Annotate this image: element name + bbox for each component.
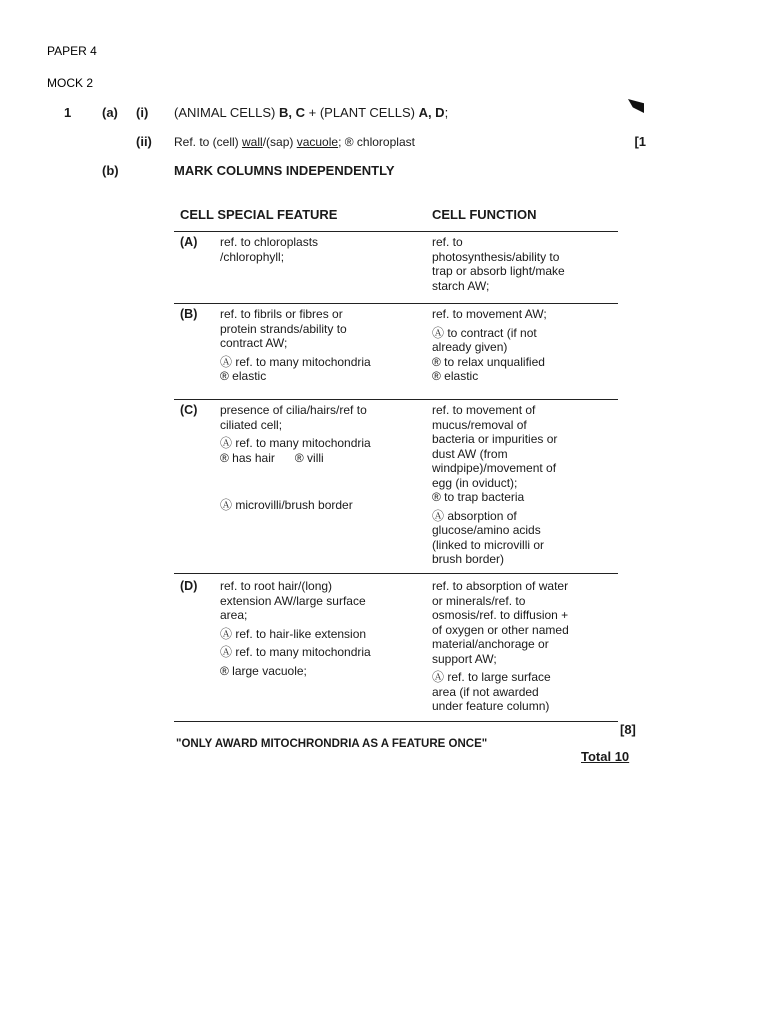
part-a-label: (a) — [102, 105, 118, 120]
function-cell: ref. to photosynthesis/ability to trap or absorb light/make starch AW; — [432, 235, 565, 293]
paper-label: PAPER 4 — [47, 44, 97, 58]
row-letter: (A) — [180, 235, 198, 249]
scan-corner-mark — [628, 99, 644, 113]
mark-scheme-scan — [46, 97, 646, 772]
row-letter: (C) — [180, 403, 198, 417]
sub-ii-mark: [1 — [634, 134, 646, 149]
function-cell: ref. to movement AW; Ⓐ to contract (if not already given) ® to relax unqualified ® elastic — [432, 307, 547, 383]
sub-ii-label: (ii) — [136, 134, 152, 149]
function-cell: ref. to absorption of water or minerals/ref. to osmosis/ref. to diffusion + of oxygen or other named material/anchorage or support AW; Ⓐ ref. to large surface area (if not awarded under feature column) — [432, 579, 569, 713]
table-rule — [174, 399, 618, 400]
feature-cell: ref. to chloroplasts /chlorophyll; — [220, 235, 319, 264]
part-b-label: (b) — [102, 163, 119, 178]
table-rule — [174, 303, 618, 304]
row-letter: (D) — [180, 579, 198, 593]
sub-ii-answer: Ref. to (cell) wall/(sap) vacuole; ® chloroplast — [174, 135, 415, 149]
question-number: 1 — [64, 105, 72, 120]
table-rule — [174, 231, 618, 232]
row-letter: (B) — [180, 307, 198, 321]
table-rule — [174, 721, 618, 722]
footnote: "ONLY AWARD MITOCHRONDRIA AS A FEATURE ONCE" — [176, 738, 488, 750]
function-cell: ref. to movement of mucus/removal of bacteria or impurities or dust AW (from windpipe)/movement of egg (in oviduct); ® to trap bacteria Ⓐ absorption of glucose/amino acids (linked to microvilli or brush border) — [432, 403, 558, 566]
sub-i-label: (i) — [136, 105, 149, 120]
feature-cell: presence of cilia/hairs/ref to ciliated cell; Ⓐ ref. to many mitochondria ® has hair ® villi Ⓐ microvilli/brush border — [220, 403, 371, 512]
function-column-header: CELL FUNCTION — [432, 207, 537, 222]
sub-i-answer: (ANIMAL CELLS) B, C + (PLANT CELLS) A, D; — [174, 105, 449, 120]
part-b-heading: MARK COLUMNS INDEPENDENTLY — [174, 163, 395, 178]
feature-cell: ref. to root hair/(long) extension AW/large surface area; Ⓐ ref. to hair-like extension Ⓐ ref. to many mitochondria ® large vacuole; — [220, 579, 371, 678]
feature-column-header: CELL SPECIAL FEATURE — [180, 207, 338, 222]
feature-cell: ref. to fibrils or fibres or protein strands/ability to contract AW; Ⓐ ref. to many mitochondria ® elastic — [220, 307, 371, 383]
part-b-mark: [8] — [620, 722, 636, 737]
mock-label: MOCK 2 — [47, 76, 94, 90]
table-rule — [174, 573, 618, 574]
total-mark: Total 10 — [581, 749, 630, 764]
